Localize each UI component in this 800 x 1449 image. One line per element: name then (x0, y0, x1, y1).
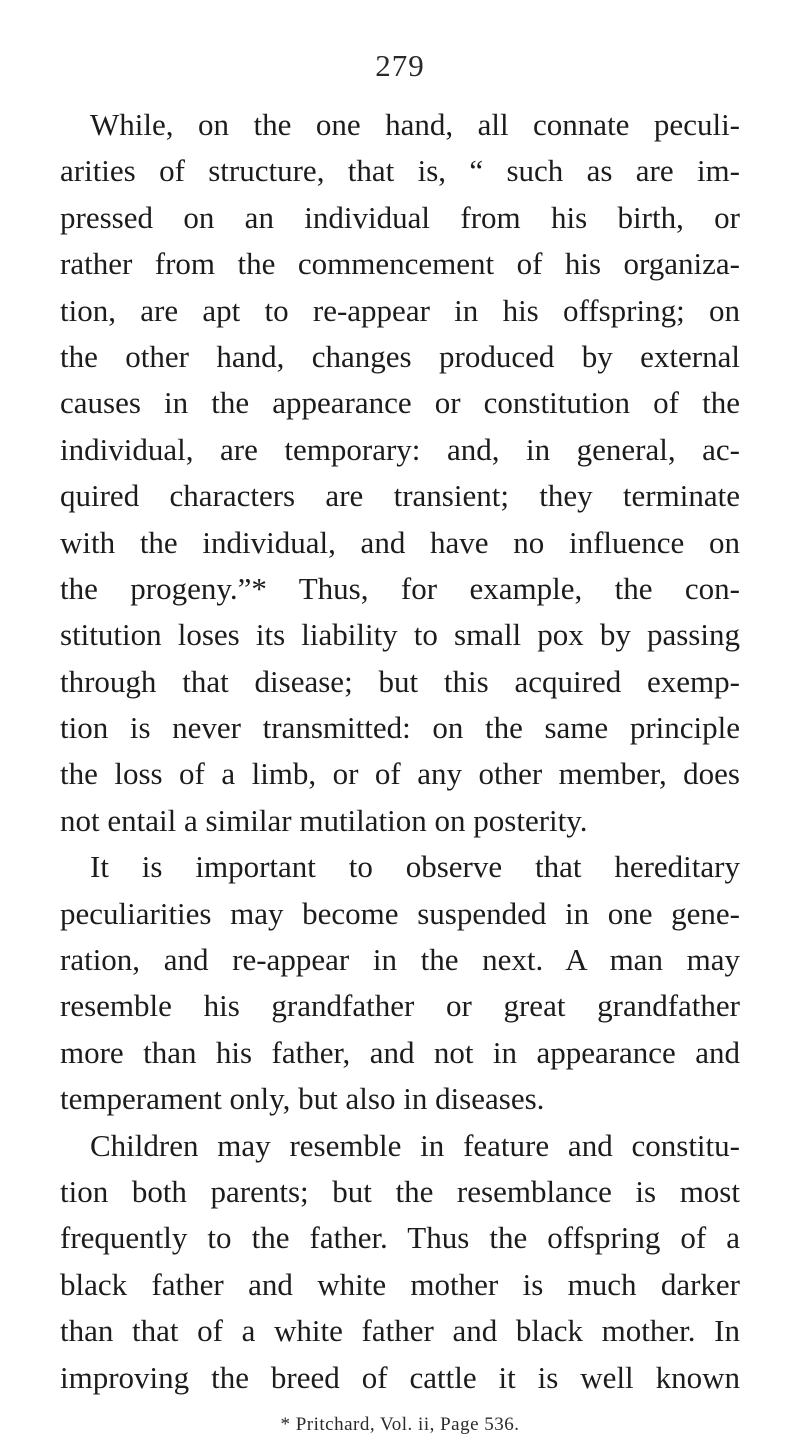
text-line: rather from the commencement of his organiza- (60, 246, 740, 282)
text-line: While, on the one hand, all connate peculi- (90, 107, 740, 142)
text-line: with the individual, and have no influence on (60, 524, 740, 560)
text-line: individual, are temporary: and, in general, ac- (60, 431, 740, 467)
text-line: arities of structure, that is, “ such as are im- (60, 153, 740, 189)
text-line: the loss of a limb, or of any other member, does (60, 756, 740, 792)
text-line: tion is never transmitted: on the same principle (60, 710, 740, 746)
text-line: resemble his grandfather or great grandfather (60, 988, 740, 1024)
text-line: causes in the appearance or constitution of the (60, 385, 740, 421)
text-line: pressed on an individual from his birth, or (60, 199, 740, 235)
footnote: * Pritchard, Vol. ii, Page 536. (280, 1414, 520, 1435)
body-text (60, 102, 740, 1401)
text-line: through that disease; but this acquired exemp- (60, 663, 740, 699)
text-line: peculiarities may become suspended in one gene- (60, 895, 740, 931)
text-line: ration, and re-appear in the next. A man may (60, 942, 740, 978)
page-number: 279 (375, 48, 425, 83)
text-line: quired characters are transient; they terminate (60, 478, 740, 514)
text-line: tion both parents; but the resemblance is most (60, 1173, 740, 1209)
text-line: Children may resemble in feature and constitu- (90, 1127, 740, 1163)
text-line: than that of a white father and black mother. In (60, 1313, 740, 1349)
text-line: tion, are apt to re-appear in his offspring; on (60, 292, 740, 328)
text-line: improving the breed of cattle it is well known (60, 1359, 740, 1395)
text-line: temperament only, but also in diseases. (60, 1081, 545, 1117)
text-line: stitution loses its liability to small pox by passing (60, 617, 740, 653)
text-line: the other hand, changes produced by external (60, 338, 740, 374)
text-line: frequently to the father. Thus the offspring of a (60, 1220, 740, 1256)
text-line: It is important to observe that hereditary (90, 849, 740, 885)
text-line: black father and white mother is much darker (60, 1266, 740, 1302)
text-line: the progeny.”* Thus, for example, the con- (60, 570, 740, 606)
text-line: more than his father, and not in appearance and (60, 1034, 740, 1070)
text-line: not entail a similar mutilation on posterity. (60, 802, 588, 838)
